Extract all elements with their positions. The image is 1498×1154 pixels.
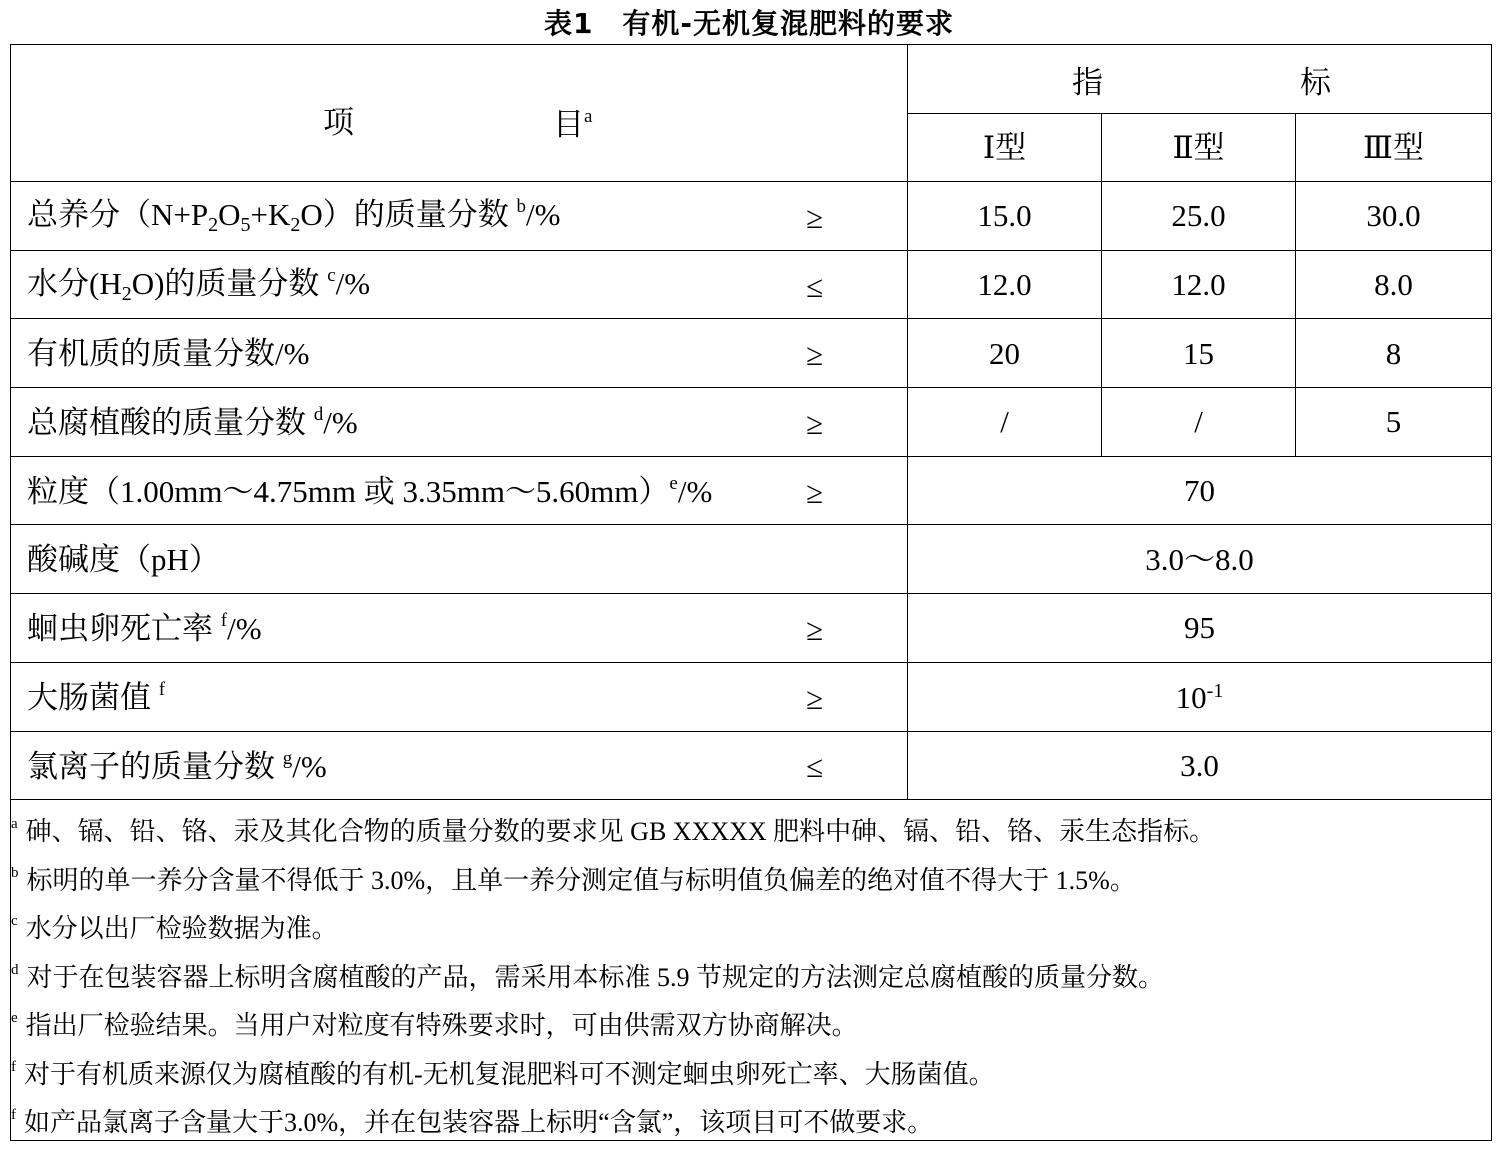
- row-value-merged: 95: [908, 594, 1492, 663]
- row-item-cell: [11, 388, 908, 457]
- header-item-cell: [11, 45, 908, 182]
- table-title: 表1 有机-无机复混肥料的要求: [543, 7, 955, 40]
- row-item-cell: [11, 250, 908, 319]
- row-value-type-1: /: [908, 388, 1102, 457]
- footnote-mark: d: [11, 961, 19, 978]
- row-value-type-2: /: [1102, 388, 1296, 457]
- header-type-1: Ⅰ型: [908, 114, 1102, 182]
- footnotes-cell: [11, 800, 1492, 1141]
- row-value-merged: 3.0: [908, 731, 1492, 800]
- header-item-footnote: a: [584, 106, 593, 127]
- table-row: [11, 250, 1492, 319]
- footnote: [11, 1043, 1491, 1092]
- footnote-mark: f: [11, 1107, 16, 1124]
- row-value-merged: 70: [908, 456, 1492, 525]
- footnote-mark: a: [11, 816, 18, 833]
- row-value-type-2: 25.0: [1102, 182, 1296, 251]
- row-value-type-1: 20: [908, 319, 1102, 388]
- table-row: [11, 456, 1492, 525]
- footnote-text: 如产品氯离子含量大于3.0%，并在包装容器上标明“含氯”，该项目可不做要求。: [24, 1108, 934, 1138]
- row-value-type-2: 15: [1102, 319, 1296, 388]
- row-relation-symbol: ≥: [805, 474, 823, 510]
- header-item-label-a: 项: [323, 105, 354, 140]
- table-row: [11, 182, 1492, 251]
- footnote-text: 对于在包装容器上标明含腐植酸的产品，需采用本标准 5.9 节规定的方法测定总腐植酸的质量分数。: [26, 962, 1165, 992]
- row-relation-symbol: ≥: [805, 199, 823, 235]
- row-item-cell: [11, 456, 908, 525]
- header-type-2: Ⅱ型: [1102, 114, 1296, 182]
- table-row: [11, 319, 1492, 388]
- row-item-cell: [11, 594, 908, 663]
- header-type-3: Ⅲ型: [1296, 114, 1492, 182]
- row-item-cell: [11, 662, 908, 731]
- row-relation-symbol: ≤: [805, 268, 823, 304]
- row-item-name: 大肠菌值 $^f$: [27, 679, 166, 716]
- footnote: [11, 1091, 1491, 1140]
- row-item-cell: [11, 182, 908, 251]
- row-value-type-1: 15.0: [908, 182, 1102, 251]
- table-row: [11, 731, 1492, 800]
- footnote-mark: b: [11, 864, 19, 881]
- row-relation-symbol: ≤: [805, 749, 823, 785]
- row-item-cell: [11, 731, 908, 800]
- row-item-name: 总养分$(N+P_2O_5+K_2O)$的质量分数 $^b$/%: [27, 195, 561, 236]
- footnote: [11, 800, 1491, 849]
- footnote-text: 水分以出厂检验数据为准。: [25, 914, 338, 944]
- footnotes-row: [11, 800, 1492, 1141]
- requirements-table: [10, 44, 1492, 1141]
- footnote: [11, 849, 1491, 898]
- row-value-merged: 3.0～8.0: [908, 525, 1492, 594]
- header-index-label-b: 标: [1300, 65, 1331, 100]
- row-value-merged: $10^{-1}$: [908, 662, 1492, 731]
- header-index-label-a: 指: [1072, 65, 1103, 100]
- table-row: [11, 662, 1492, 731]
- footnote: [11, 994, 1491, 1043]
- footnote: [11, 897, 1491, 946]
- row-value-type-2: 12.0: [1102, 250, 1296, 319]
- row-value-type-3: 30.0: [1296, 182, 1492, 251]
- header-item-label-b: 目$^a$: [553, 106, 593, 142]
- row-item-name: 有机质的质量分数/%: [27, 335, 310, 371]
- footnote-text: 指出厂检验结果。当用户对粒度有特殊要求时，可由供需双方协商解决。: [25, 1011, 858, 1041]
- row-item-cell: [11, 525, 908, 594]
- row-item-name: 酸碱度（pH）: [27, 541, 220, 577]
- row-item-name: 粒度（1.00mm～4.75mm 或 3.35mm～5.60mm）$^e$/%: [27, 473, 713, 510]
- row-item-name: 总腐植酸的质量分数 $^d$/%: [27, 404, 358, 441]
- row-value-type-3: 8.0: [1296, 250, 1492, 319]
- row-relation-symbol: ≥: [805, 337, 823, 373]
- footnote: [11, 946, 1491, 995]
- footnote-mark: c: [11, 913, 18, 930]
- row-relation-symbol: ≥: [805, 612, 823, 648]
- table-row: [11, 388, 1492, 457]
- row-item-name: 水分$(H_2O)$的质量分数 $^c$/%: [27, 264, 371, 305]
- footnote-text: 砷、镉、铅、铬、汞及其化合物的质量分数的要求见 GB XXXXX 肥料中砷、镉、铅、铬、汞生态指标。: [25, 817, 1216, 847]
- row-item-name: 氯离子的质量分数 $^g$/%: [27, 747, 327, 784]
- row-value-type-1: 12.0: [908, 250, 1102, 319]
- row-item-name: 蛔虫卵死亡率 $^f$/%: [27, 610, 262, 647]
- row-relation-symbol: ≥: [805, 680, 823, 716]
- table-row: [11, 525, 1492, 594]
- row-item-cell: [11, 319, 908, 388]
- row-value-type-3: 8: [1296, 319, 1492, 388]
- footnote-mark: e: [11, 1010, 18, 1027]
- row-value-type-3: 5: [1296, 388, 1492, 457]
- footnote-text: 标明的单一养分含量不得低于 3.0%，且单一养分测定值与标明值负偏差的绝对值不得大于 1.5%。: [26, 865, 1136, 895]
- table-row: [11, 594, 1492, 663]
- header-index-cell: [908, 45, 1492, 114]
- row-relation-symbol: ≥: [805, 405, 823, 441]
- footnote-text: 对于有机质来源仅为腐植酸的有机-无机复混肥料可不测定蛔虫卵死亡率、大肠菌值。: [24, 1059, 995, 1089]
- footnote-mark: f: [11, 1058, 16, 1075]
